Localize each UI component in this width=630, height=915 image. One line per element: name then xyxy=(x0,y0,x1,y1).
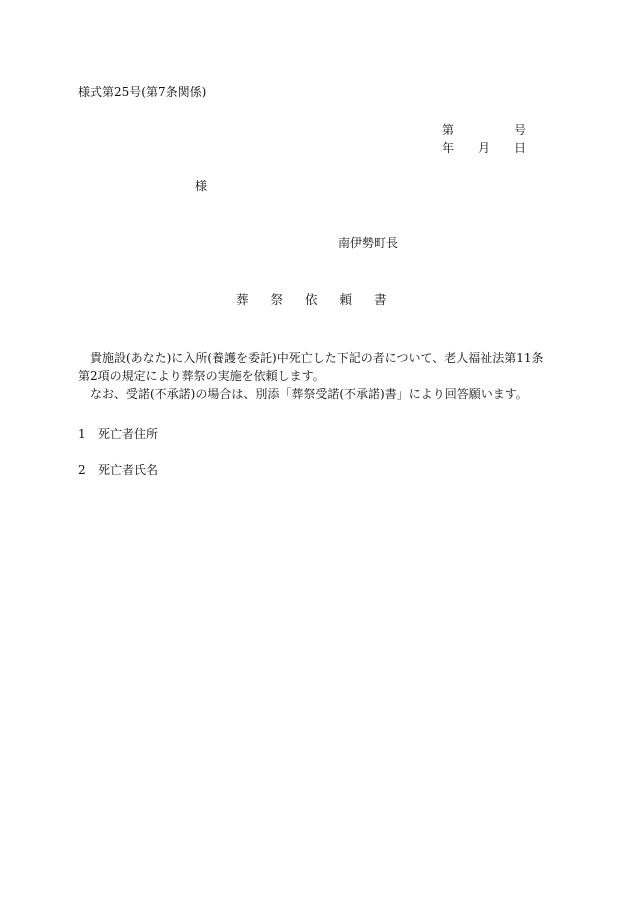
form-identifier: 様式第25号(第7条関係) xyxy=(78,85,207,99)
item-number: 1 xyxy=(78,427,86,441)
item-label: 死亡者住所 xyxy=(98,427,159,441)
number-prefix: 第 xyxy=(442,123,455,137)
body-paragraph-2: なお、受諾(不承諾)の場合は、別添「葬祭受諾(不承諾)書」により回答願います。 xyxy=(90,387,528,401)
issue-number-row xyxy=(442,124,532,138)
item-label: 死亡者氏名 xyxy=(98,463,159,477)
date-day: 日 xyxy=(514,141,527,155)
item-number: 2 xyxy=(78,463,86,477)
issue-date-row xyxy=(442,142,532,156)
recipient-honorific: 様 xyxy=(195,179,208,193)
body-paragraph-1: 貴施設(あなた)に入所(養護を委託)中死亡した下記の者について、老人福祉法第11条第2項の規定により葬祭の実施を依頼します。 xyxy=(78,351,544,383)
sender-name: 南伊勢町長 xyxy=(338,236,399,250)
document-title: 葬祭依頼書 xyxy=(236,292,409,307)
date-month: 月 xyxy=(478,141,491,155)
body-text xyxy=(78,349,548,403)
date-year: 年 xyxy=(442,141,455,155)
list-item xyxy=(78,428,158,440)
number-suffix: 号 xyxy=(514,123,527,137)
list-item xyxy=(78,464,158,476)
